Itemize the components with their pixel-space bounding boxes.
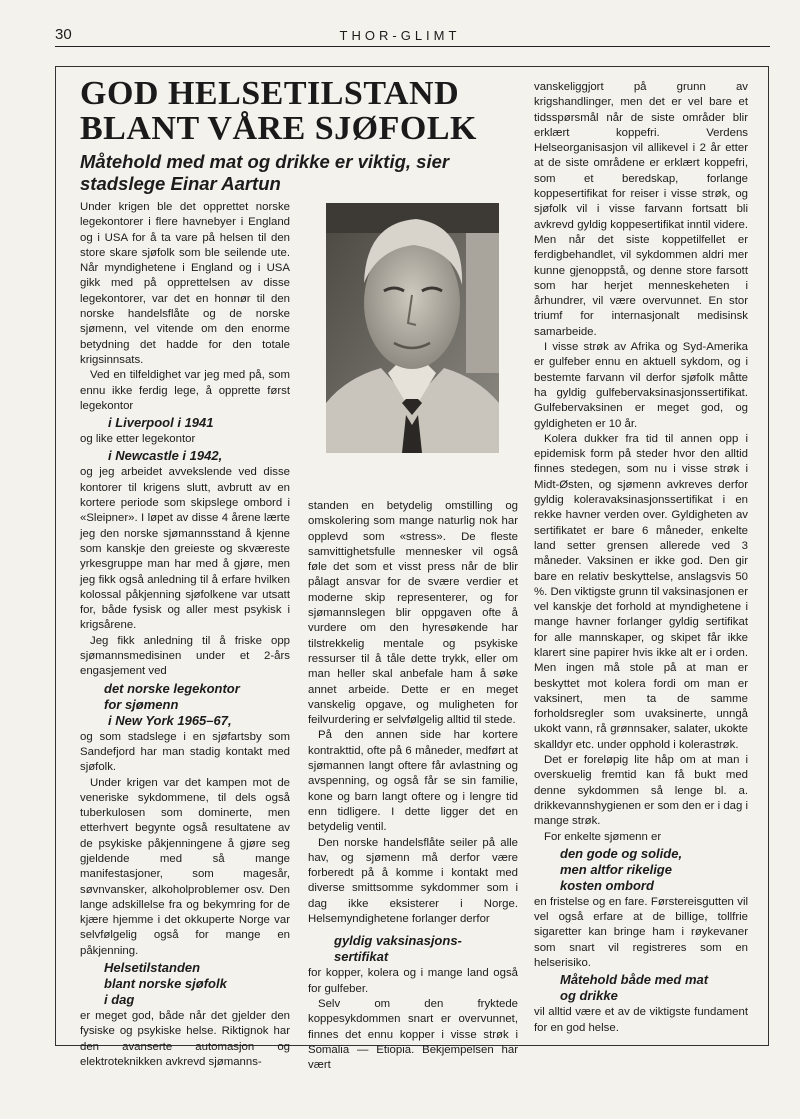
inline-heading	[308, 933, 518, 965]
inline-heading	[80, 448, 290, 464]
header-rule	[55, 46, 770, 47]
paragraph: vanskeliggjort på grunn av krigshandlinger, men det er vel bare et tidsspørsmål når de siste områder blir erklært koppefri. Verdens Helseorganisasjon vil allikevel i 2 år etter at de siste områdene er erklært koppefri, som et beredskap, forlange koppesertifikat for reiser i visse strøk, og sjøfolk vil i visse farvann fortsatt bli avkrevd gyldig koppesertifikat inntil videre. Men når det siste koppetilfellet er ferdigbehandlet, vil sykdommen aldri mer kunne gjenoppstå, og denne store farsott som har herjet menneskeheten i århundrer, vil være overvunnet. En stor triumf for internasjonalt medisinsk samarbeide.	[534, 81, 748, 338]
paragraph: er meget god, både når det gjelder den fysiske og psykiske helse. Riktignok har den avanserte automasjon og elektroteknikken avkrevd sjømanns-	[80, 1010, 290, 1068]
heading-text: for sjømenn	[104, 696, 179, 712]
paragraph: Kolera dukker fra tid til annen opp i epidemisk form på steder hvor den alltid finnes stedegen, som nu i visse strøk i Midt-Østen, og sjømenn avkreves derfor gyldig koleravaksinasjonssertifikat i en rekke havner verden over. Gyldigheten av sertifikatet er bare 6 måneder, enkelte land setter grensen allerede ved 3 måneder. Vaksinen er ikke god. Den gir bare en relativ beskyttelse, anslagsvis 50 %. Den viktigste grunn til vaksinasjonen er vel kanskje det forhold at myndighetene i mange havner forlanger gyldig sertifikat for alle mannskaper, og skipet får ikke klarert sine papirer hvis ikke alt er i orden. Men ingen må stole på at man er beskyttet mot kolera fordi om man er vaksinert, men ta de samme forholdsregler som uvaksinerte, unngå ukokt vann, rå grønnsaker, salater, ukokte skalldyr etc. under opphold i kolerastrøk.	[534, 432, 748, 751]
heading-text: i New York 1965–67,	[108, 712, 232, 728]
paragraph: og som stadslege i en sjøfartsby som Sandefjord har man stadig kontakt med sjøfolk.	[80, 730, 290, 774]
paragraph: Selv om den fryktede koppesykdommen snart er overvunnet, finnes det ennu kopper i visse strøk i Somalia — Etiopia. Bekjempelsen har vært	[308, 997, 518, 1072]
heading-text: gyldig vaksinasjons-	[334, 933, 462, 949]
inline-heading	[80, 960, 290, 1008]
paragraph: For enkelte sjømenn er	[544, 830, 662, 843]
article-subhead: Måtehold med mat og drikke er viktig, sier stadslege Einar Aartun	[80, 151, 450, 194]
page-number: 30	[55, 26, 72, 43]
paragraph: Ved en tilfeldighet var jeg med på, som ennu ikke ferdig lege, å opprette først legekontor	[80, 369, 290, 412]
portrait-photo-icon	[326, 203, 499, 453]
inline-heading	[534, 972, 748, 1004]
running-head: THOR-GLIMT	[339, 28, 461, 43]
heading-text: i Newcastle i 1942,	[108, 448, 223, 464]
heading-text: i dag	[104, 992, 135, 1008]
heading-text: Måtehold både med mat	[560, 972, 709, 988]
heading-text: Helsetilstanden	[104, 960, 201, 976]
heading-text: men altfor rikelige	[560, 861, 672, 877]
paragraph: standen en betydelig omstilling og omskolering som mange naturlig nok har opplevd som «stress». De fleste samvittighetsfulle mennesker vil også føle det som et visst press når de blir pålagt ansvar for de svære verdier et moderne skip representerer, og for sjømannslegen blir oppgaven ofte å vurdere om den hyresøkende har tilstrekkelig mentale og psykiske ressurser til å tåle dette trykk, eller om man heller skal anbefale ham å søke annet arbeide. Dette er en meget vanskelig opgave, og muligheten for feilvurdering er selvfølgelig alltid til stede.	[308, 500, 518, 727]
paragraph: vil alltid være et av de viktigste fundament for en god helse.	[534, 1006, 748, 1034]
inline-heading	[80, 681, 290, 729]
paragraph: Under krigen ble det opprettet norske legekontorer i flere havnebyer i England og i USA for å ta vare på helsen til den store skare sjøfolk som ble seilende ute. Når myndighetene i England og i USA gikk med på opprettelsen av disse legekontorer, var det en honnør til den norske handelsflåte og de norske sjømenn, vel vitende om den enorme betydning det hadde for den totale krigsinnsats.	[80, 201, 290, 366]
paragraph: Den norske handelsflåte seiler på alle hav, og sjømenn må derfor være forberedt på å komme i kontakt med diverse smittsomme sykdommer som i dag ikke eksisterer i Norge. Helsemyndighetene forlanger derfor	[308, 836, 518, 926]
heading-text: blant norske sjøfolk	[104, 976, 227, 992]
heading-text: den gode og solide,	[560, 845, 683, 861]
heading-text: i Liverpool i 1941	[108, 415, 214, 431]
heading-text: det norske legekontor	[104, 680, 240, 696]
paragraph: en fristelse og en fare. Førstereisgutten vil vel også erfare at de billige, tollfrie sigaretter kan bringe ham i røykevaner som snart vil registreres som en helserisiko.	[534, 895, 748, 970]
article-column-1	[80, 200, 290, 1070]
inline-heading	[80, 415, 290, 431]
paragraph: I visse strøk av Afrika og Syd-Amerika er gulfeber ennu en aktuell sykdom, og i bestemte farvann vil derfor sjøfolk måtte ha gyldig gulfebervaksinasjonssertifikat. Gulfebervaksinen er meget god, og gyldigheten er 10 år.	[534, 341, 748, 430]
paragraph: og like etter legekontor	[80, 433, 196, 446]
heading-text: kosten ombord	[560, 877, 654, 893]
article-column-3	[534, 80, 748, 1036]
article-column-2	[308, 499, 518, 1073]
heading-text: og drikke	[560, 988, 618, 1004]
paragraph: Jeg fikk anledning til å friske opp sjømannsmedisinen under et 2-års engasjement ved	[80, 634, 290, 678]
paragraph: og jeg arbeidet avvekslende ved disse kontorer til krigens slutt, avbrutt av en kortere periode som skipslege ombord i «Sleipner». I løpet av disse 4 årene lærte jeg den norske sjømannsstand å kjenne som kanskje den greieste og skværeste yrkesgruppe man har med å gjøre, men jeg fikk også anledning til å erfare hvilken kolossal påkjenning sjøfolkene var utsatt for, både fysisk og aller mest psykisk i krigsårene.	[80, 466, 290, 632]
paragraph: for kopper, kolera og i mange land også for gulfeber.	[308, 967, 518, 995]
paragraph: Under krigen var det kampen mot de veneriske sykdommene, til dels også tuberkulosen som dominerte, men etterhvert begynte også resultatene av de psykiske påkjenningene å gjøre seg gjeldende med så mange manifestasjoner, som magesår, søvnvansker, alkoholproblemer osv. Den lange adskillelse fra og bekymring for de kjære hjemme i det okkuperte Norge var selvfølgelig også for mange en påkjenning.	[80, 776, 290, 957]
heading-text: sertifikat	[334, 949, 389, 965]
inline-heading	[534, 846, 748, 894]
paragraph: På den annen side har kortere kontrakttid, ofte på 6 måneder, medført at sjømannen langt oftere får avlastning og avspenning, og også får se sin familie, kone og barn langt oftere og i lengre tid enn tidligere. I dette ligger det en betydelig ventil.	[308, 729, 518, 834]
portrait-photo	[326, 203, 499, 453]
article-headline: GOD HELSETILSTAND BLANT VÅRE SJØFOLK	[80, 75, 477, 147]
paragraph: Det er foreløpig lite håp om at man i overskuelig fremtid kan få bukt med denne sykdommen så lenge bl. a. drikkevannshygienen er som den er i dag i mange strøk.	[534, 754, 749, 828]
